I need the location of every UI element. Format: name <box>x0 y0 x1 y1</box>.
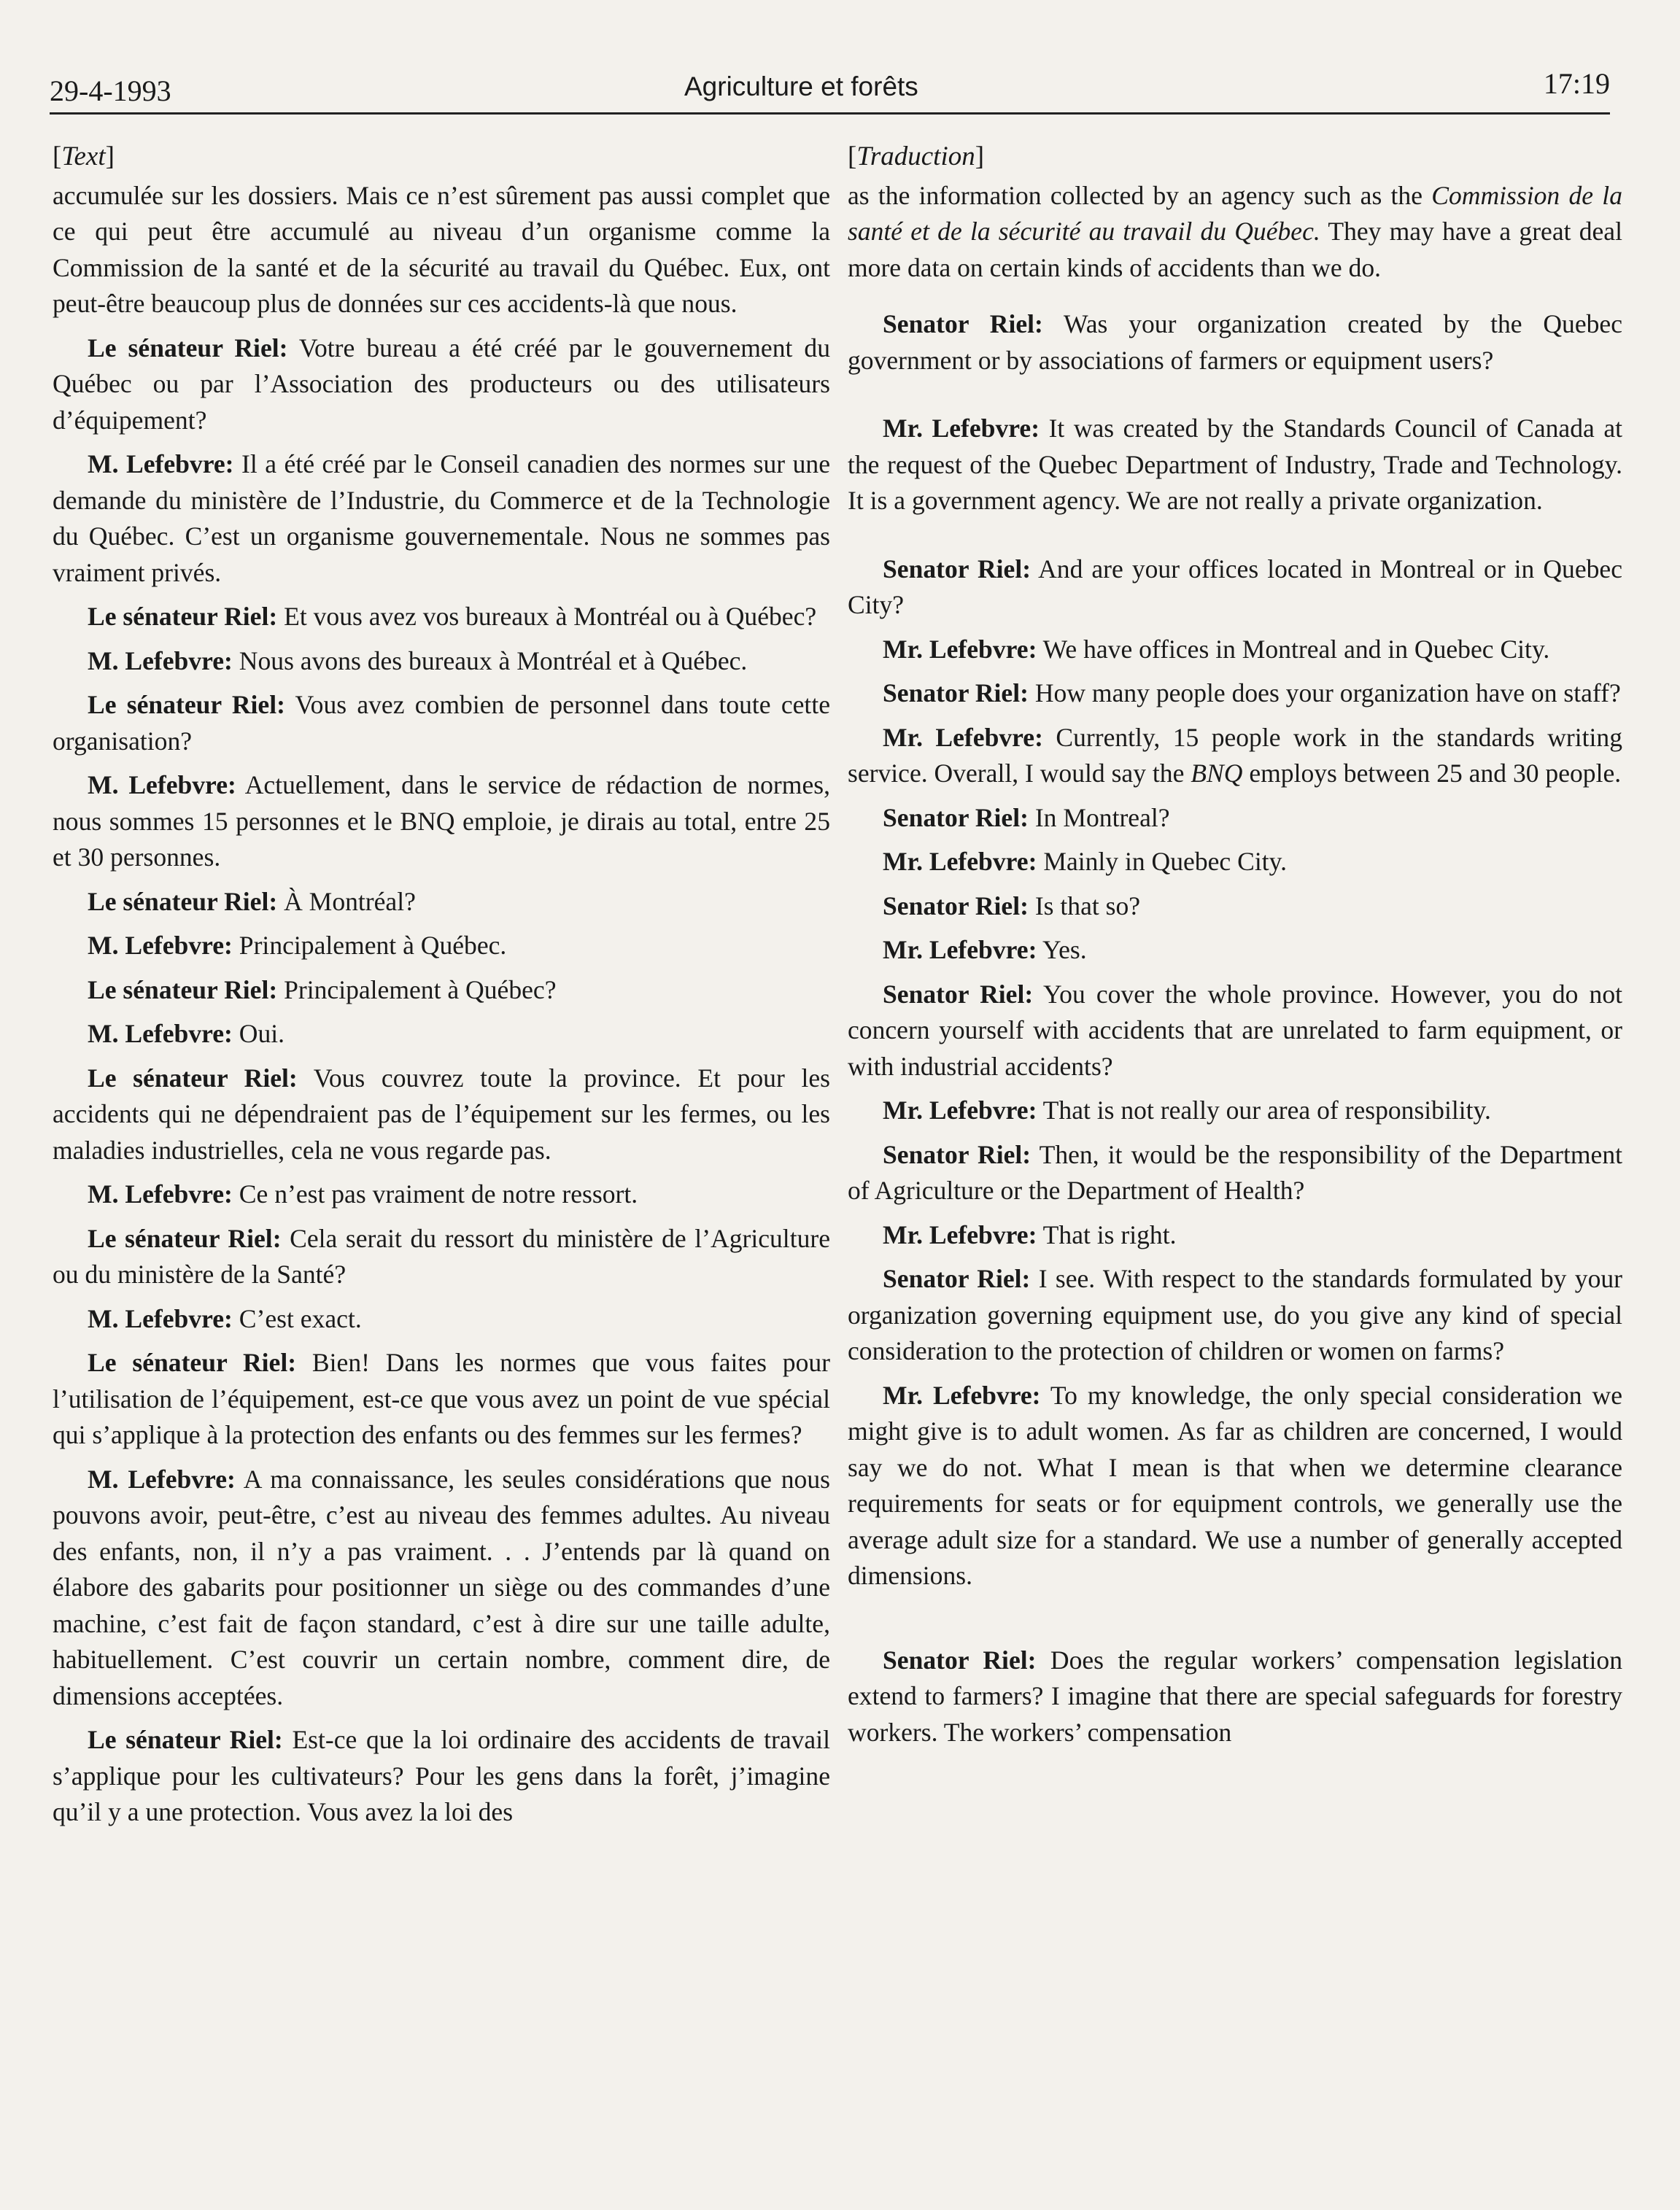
left-paragraph: Le sénateur Riel: Bien! Dans les normes que vous faites pour l’utilisation de l’équipement, est-ce que vous avez un point de vue spécial qui s’applique à la protection des enfants ou des femmes sur les fermes? <box>53 1348 830 1449</box>
page-header <box>50 60 1610 115</box>
speaker: Le sénateur Riel: <box>88 1725 283 1754</box>
right-paragraph: Senator Riel: How many people does your organization have on staff? <box>883 678 1621 707</box>
right-paragraph: Senator Riel: I see. With respect to the standards formulated by your organization governing equipment use, do you give any kind of special consideration to the protection of children or women on farms? <box>848 1264 1623 1365</box>
right-paragraph: Senator Riel: Then, it would be the responsibility of the Department of Agriculture or the Department of Health? <box>848 1139 1622 1205</box>
speaker: M. Lefebvre: <box>88 931 233 960</box>
right-column-label: [Traduction] <box>848 141 985 171</box>
speaker: Le sénateur Riel: <box>88 1223 282 1253</box>
speaker: Senator Riel: <box>883 891 1029 920</box>
speaker: M. Lefebvre: <box>88 645 233 675</box>
left-paragraph: M. Lefebvre: Il a été créé par le Conseil canadien des normes sur une demande du ministère de l’Industrie, du Commerce et de la Technologie du Québec. C’est un organisme gouvernementale. Nous ne sommes pas vraiment privés. <box>53 449 830 587</box>
speaker: Senator Riel: <box>883 802 1029 832</box>
left-paragraph: M. Lefebvre: C’est exact. <box>88 1303 362 1333</box>
left-paragraph: Le sénateur Riel: Est-ce que la loi ordinaire des accidents de travail s’applique pour les cultivateurs? Pour les gens dans la forêt, j’imagine qu’il y a une protection. Vous avez la loi des <box>53 1725 830 1826</box>
right-paragraph: Senator Riel: You cover the whole province. However, you do not concern yourself with accidents that are unrelated to farm equipment, or with industrial accidents? <box>848 979 1623 1081</box>
left-paragraph: M. Lefebvre: Actuellement, dans le service de rédaction de normes, nous sommes 15 personnes et le BNQ emploie, je dirais au total, entre 25 et 30 personnes. <box>53 770 830 872</box>
right-paragraph: Senator Riel: Does the regular workers’ compensation legislation extend to farmers? I imagine that there are special safeguards for forestry workers. The workers’ compensation <box>848 1645 1622 1747</box>
left-continuation: accumulée sur les dossiers. Mais ce n’est sûrement pas aussi complet que ce qui peut être accumulé au niveau d’un organisme comme la Commission de la santé et de la sécurité au travail du Québec. Eux, ont peut-être beaucoup plus de données sur ces accidents-là que nous. <box>53 180 830 318</box>
speaker: Senator Riel: <box>883 979 1034 1009</box>
speaker: Le sénateur Riel: <box>88 974 278 1004</box>
right-column <box>848 139 1622 1759</box>
left-column-label: [Text] <box>53 141 115 171</box>
speaker: Le sénateur Riel: <box>88 1348 297 1377</box>
right-paragraph: Mr. Lefebvre: To my knowledge, the only special consideration we might give is to adult women. As far as children are concerned, I would say we do not. What I mean is that when we determine clearance requirements for seats or for equipment controls, we generally use the average adult size for a standard. We use a number of generally accepted dimensions. <box>848 1380 1622 1590</box>
speaker: Mr. Lefebvre: <box>883 1380 1041 1410</box>
speaker: Senator Riel: <box>883 1645 1037 1675</box>
speaker: Senator Riel: <box>883 554 1031 583</box>
speaker: Le sénateur Riel: <box>88 690 285 719</box>
right-paragraph: Mr. Lefebvre: We have offices in Montreal and in Quebec City. <box>883 634 1550 664</box>
right-paragraph: Mr. Lefebvre: Currently, 15 people work in the standards writing service. Overall, I would say the BNQ employs between 25 and 30 people. <box>848 722 1622 788</box>
speaker: M. Lefebvre: <box>88 1464 236 1494</box>
right-paragraph: Senator Riel: Is that so? <box>883 891 1141 920</box>
left-paragraph: Le sénateur Riel: Vous couvrez toute la province. Et pour les accidents qui ne dépendraient pas de l’équipement sur les fermes, ou les maladies industrielles, cela ne vous regarde pas. <box>53 1063 831 1165</box>
speaker: M. Lefebvre: <box>88 1179 233 1209</box>
right-paragraph: Mr. Lefebvre: It was created by the Standards Council of Canada at the request of the Quebec Department of Industry, Trade and Technology. It is a government agency. We are not really a private organization. <box>848 414 1622 515</box>
speaker: M. Lefebvre: <box>88 449 234 478</box>
right-paragraph: Senator Riel: Was your organization created by the Quebec government or by associations of farmers or equipment users? <box>848 309 1622 375</box>
speaker: Le sénateur Riel: <box>88 886 278 916</box>
left-paragraph: Le sénateur Riel: Vous avez combien de personnel dans toute cette organisation? <box>53 690 830 756</box>
left-paragraph: Le sénateur Riel: Cela serait du ressort du ministère de l’Agriculture ou du ministère de la Santé? <box>53 1223 831 1289</box>
left-column <box>53 139 830 1839</box>
right-paragraph: Mr. Lefebvre: That is not really our area of responsibility. <box>883 1096 1491 1125</box>
header-title: Agriculture et forêts <box>684 71 918 101</box>
left-paragraph: M. Lefebvre: Ce n’est pas vraiment de notre ressort. <box>88 1179 638 1209</box>
speaker: Mr. Lefebvre: <box>883 414 1040 443</box>
right-continuation: as the information collected by an agency such as the Commission de la santé et de la sécurité au travail du Québec. They may have a great deal more data on certain kinds of accidents than we do. <box>848 180 1622 282</box>
speaker: M. Lefebvre: <box>88 1303 233 1333</box>
speaker: Mr. Lefebvre: <box>883 722 1043 752</box>
header-date: 29-4-1993 <box>50 74 171 107</box>
speaker: Senator Riel: <box>883 678 1029 707</box>
speaker: Le sénateur Riel: <box>88 602 278 631</box>
speaker: Mr. Lefebvre: <box>883 634 1037 664</box>
speaker: Senator Riel: <box>883 1264 1031 1293</box>
right-paragraph: Mr. Lefebvre: Mainly in Quebec City. <box>883 847 1287 876</box>
speaker: Senator Riel: <box>883 309 1043 338</box>
right-paragraph: Mr. Lefebvre: Yes. <box>883 935 1087 964</box>
left-paragraph: Le sénateur Riel: Votre bureau a été créé par le gouvernement du Québec ou par l’Association des producteurs ou des utilisateurs d’équipement? <box>53 333 830 435</box>
header-time: 17:19 <box>1543 67 1610 100</box>
speaker: Mr. Lefebvre: <box>883 1220 1037 1249</box>
speaker: Senator Riel: <box>883 1139 1031 1169</box>
left-paragraph: Le sénateur Riel: Et vous avez vos bureaux à Montréal ou à Québec? <box>88 602 817 631</box>
speaker: Mr. Lefebvre: <box>883 847 1037 876</box>
right-paragraph: Senator Riel: In Montreal? <box>883 802 1170 832</box>
right-paragraph: Senator Riel: And are your offices located in Montreal or in Quebec City? <box>848 554 1623 619</box>
left-paragraph: M. Lefebvre: A ma connaissance, les seules considérations que nous pouvons avoir, peut-être, c’est au niveau des femmes adultes. Au niveau des enfants, non, il n’y a pas vraiment. . . J’entends par là quand on élabore des gabarits pour positionner un siège ou des commandes d’une machine, c’est fait de façon standard, c’est à dire sur une taille adulte, habituellement. C’est couvrir un certain nombre, comment dire, de dimensions acceptées. <box>53 1464 830 1710</box>
left-paragraph: M. Lefebvre: Nous avons des bureaux à Montréal et à Québec. <box>88 645 748 675</box>
speaker: Mr. Lefebvre: <box>883 1096 1037 1125</box>
right-paragraph: Mr. Lefebvre: That is right. <box>883 1220 1177 1249</box>
left-paragraph: Le sénateur Riel: À Montréal? <box>88 886 416 916</box>
left-paragraph: M. Lefebvre: Principalement à Québec. <box>88 931 507 960</box>
speaker: Mr. Lefebvre: <box>883 935 1037 964</box>
left-paragraph: M. Lefebvre: Oui. <box>88 1019 285 1048</box>
speaker: Le sénateur Riel: <box>88 1063 298 1093</box>
left-paragraph: Le sénateur Riel: Principalement à Québec? <box>88 974 557 1004</box>
speaker: M. Lefebvre: <box>88 770 236 799</box>
speaker: Le sénateur Riel: <box>88 333 288 362</box>
speaker: M. Lefebvre: <box>88 1019 233 1048</box>
